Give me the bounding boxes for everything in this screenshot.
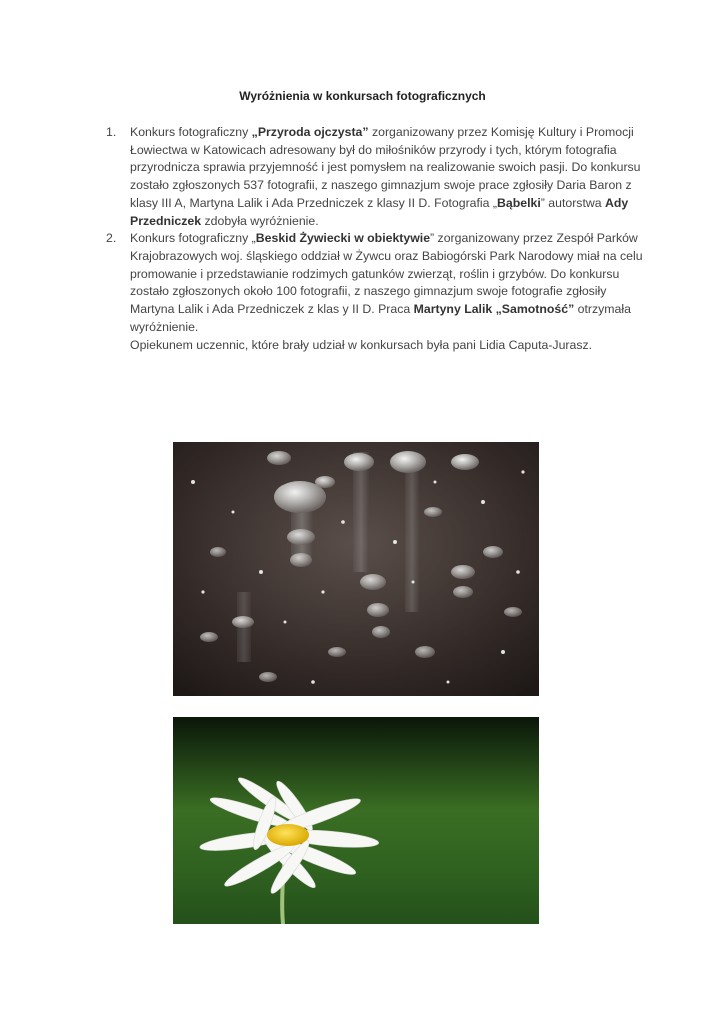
photo-title: Bąbelki [497, 195, 541, 210]
list-item [106, 124, 646, 230]
list-number: 2. [106, 231, 117, 246]
item-text: zdobyła wyróżnienie. [201, 213, 319, 228]
author-name: Ady Przedniczek [130, 195, 629, 228]
item-text: otrzymała wyróżnienie. [130, 302, 631, 334]
item-text: ” zorganizowany przez Zespół Parków Krajobrazowych woj. śląskiego oddział w Żywcu oraz Babiogórski Park Narodowy miał na celu promowanie i przedstawianie rodzimych gatunków zwierząt, roślin i grzybów. Do konkursu zostało zgłoszonych około 100 fotografii, z naszego gimnazjum swoje fotografie zgłosiły Martyna Lalik i Ada Przedniczek z klas y II D. Praca [130, 231, 643, 317]
competition-name: Beskid Żywiecki w obiektywie [255, 231, 431, 246]
item-text: ” autorstwa [540, 195, 605, 210]
daisy-photo [173, 717, 539, 924]
bubbles-photo [173, 442, 539, 696]
author-and-title: Martyny Lalik „Samotność” [413, 302, 575, 317]
item-text: Konkurs fotograficzny „ [130, 231, 256, 246]
item-text: Konkurs fotograficzny [130, 125, 252, 139]
competition-name: „Przyroda ojczysta” [251, 125, 369, 139]
item-text: zorganizowany przez Komisję Kultury i Promocji Łowiectwa w Katowicach adresowany był do miłośników przyrody i tych, którym fotografia przyrodnicza sprawia przyjemność i jest pomysłem na realizowanie swoich pasji. Do konkursu zostało zgłoszonych 537 fotografii, z naszego gimnazjum swoje prace zgłosiły Daria Baron z klasy III A, Martyna Lalik i Ada Przedniczek z klasy II D. Fotografia „ [130, 125, 641, 210]
competition-list [106, 124, 646, 336]
page-title: Wyróżnienia w konkursach fotograficznych [239, 89, 486, 103]
list-number: 1. [106, 125, 117, 139]
list-item [106, 230, 646, 336]
supervisor-note: Opiekunem uczennic, które brały udział w konkursach była pani Lidia Caputa-Jurasz. [130, 338, 593, 352]
